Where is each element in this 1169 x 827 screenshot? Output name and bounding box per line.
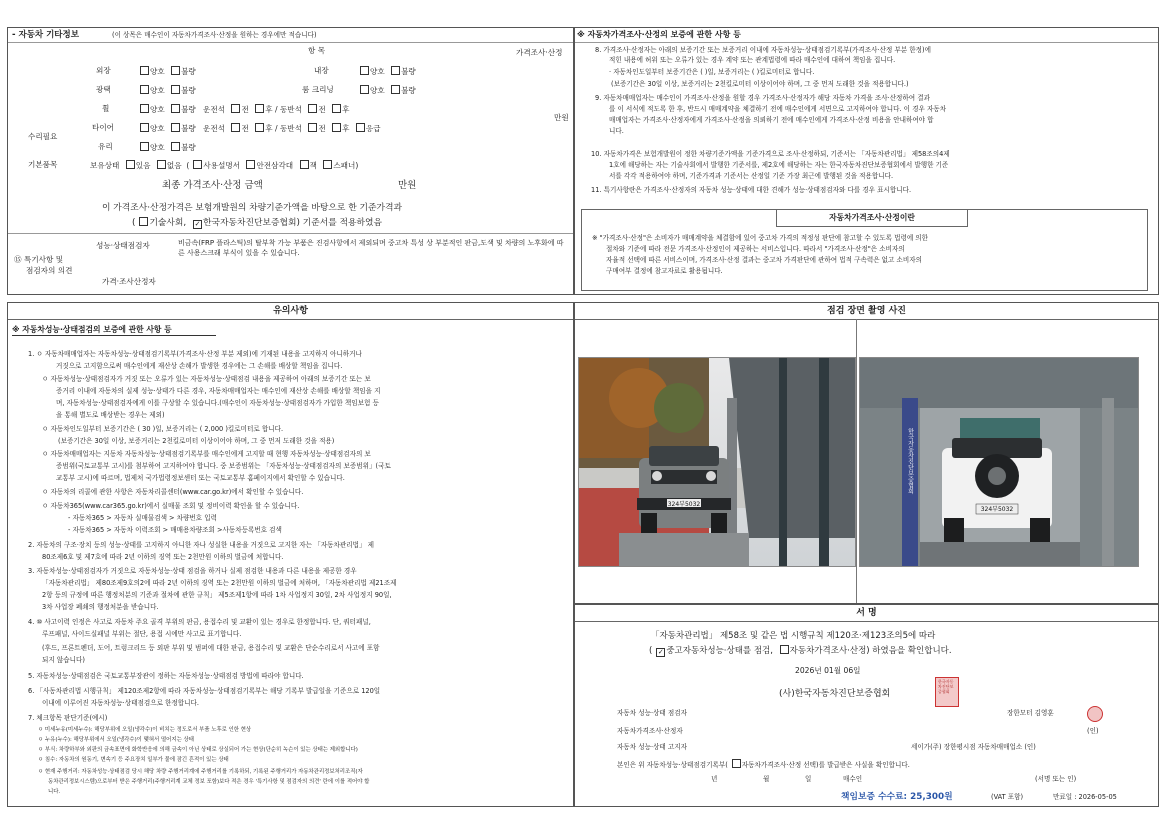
- item8-line-d: (보증기간은 30일 이상, 보증거리는 2천킬로미터 이상이어야 하며, 그 중 먼저 도래한 것을 적용합니다.): [611, 80, 909, 88]
- room-clean-label: 룸 크리닝: [302, 85, 334, 94]
- rear-inspection-photo: [859, 357, 1139, 567]
- note-line-11: 교통부 고시)에 따르며, 법제처 국가법령정보센터 또는 국토교통부 홈페이지에서 확인할 수 있습니다.: [56, 474, 345, 482]
- signature-header: 서 명: [575, 605, 1158, 622]
- note-line-22: 4. ⑩ 사고이력 인정은 사고로 자동차 주요 골격 부위의 판금, 용접수리 및 교환이 있는 경우로 한정합니다. 단, 쿼터패널,: [28, 618, 371, 626]
- association-name: (사)한국자동차진단보증협회: [779, 689, 891, 699]
- item8-line-c: · 자동차인도일부터 보증기간은 ( )일, 보증거리는 ( )킬로미터로 합니다.: [609, 68, 815, 76]
- jack-checkbox[interactable]: [300, 160, 309, 169]
- pricer-row-label: 자동차가격조사·산정자: [617, 727, 683, 735]
- inspector-row-value: 장한모터 김영훈: [1007, 709, 1054, 717]
- standard-line-1: 이 가격조사·산정가격은 보험개발원의 차량기준가액을 바탕으로 한 기준가격과: [102, 203, 403, 213]
- exterior-bad-checkbox[interactable]: [171, 66, 180, 75]
- wheel-passenger-rear-checkbox[interactable]: [332, 104, 341, 113]
- tire-passenger-front-checkbox[interactable]: [308, 123, 317, 132]
- item9-line-c: 매매업자는 가격조사·산정자에게 가격조사·산정을 의뢰하기 전에 매수인에게 가격조사·산정 비용을 안내하여야 합: [609, 116, 934, 124]
- room-clean-good-checkbox[interactable]: [360, 85, 369, 94]
- basic-items-label: 기본품목: [28, 160, 58, 169]
- note-line-15: - 자동차365 > 자동차 이력조회 > 매매용차량조회 >사동차등록번호 검색: [68, 526, 282, 534]
- item9-line-a: 9. 자동차매매업자는 매수인이 가격조사·산정을 원할 경우 가격조사·산정자가 해당 자동차 가격을 조사·산정하여 결과: [595, 94, 931, 102]
- note-line-6: 을 통해 별도로 배상받는 경우는 제외): [56, 411, 165, 419]
- tire-bad-checkbox[interactable]: [171, 123, 180, 132]
- note-line-24: (후드, 프론트펜더, 도어, 트렁크리드 등 외판 부위 및 범퍼에 대한 판금, 용접수리 및 교환은 단순수리로서 사고에 포함: [42, 644, 380, 652]
- note-line-34: ㅇ 현재 주행거리: 자동차성능·상태점검 당시 해당 차량 주행거리계에 주행거리를 기록하되, 기록된 주행거리가 자동차관리정보처리조직(자: [38, 769, 363, 775]
- expiry-date: 만료일 : 2026-05-05: [1053, 793, 1117, 801]
- other-info-note: (이 상목은 매수인이 자동차가격조사·산정을 원하는 경우에만 적습니다): [112, 31, 317, 39]
- tire-spare-checkbox[interactable]: [356, 123, 365, 132]
- interior-good-checkbox[interactable]: [360, 66, 369, 75]
- note-line-30: ㅇ 미세누유(미세누수): 해당부위에 오일(냉각수)이 비치는 정도로서 부품 노후로 인한 현상: [38, 727, 252, 733]
- item9-line-d: 니다.: [609, 127, 624, 135]
- item11-line: 11. 특기사항란은 가격조사·산정자의 자동차 성능·상태에 대한 견해가 성능·상태점검자와 다를 경우 표시합니다.: [591, 186, 912, 194]
- repair-won-unit: 만원: [554, 113, 569, 122]
- definition-line-b: 절차와 기준에 따라 전문 가격조사·산정인이 제공하는 서비스입니다. 따라서 "가격조사·산정"은 소비자의: [606, 245, 905, 253]
- tire-driver-rear-checkbox[interactable]: [255, 123, 264, 132]
- association-seal: 한국자동차진단보증협회: [935, 677, 959, 707]
- booth-text: 한국자동차진단보증협회: [906, 428, 914, 494]
- interior-bad-checkbox[interactable]: [391, 66, 400, 75]
- note-line-25: 되지 않습니다): [42, 656, 85, 664]
- final-price-unit: 만원: [398, 180, 417, 191]
- buyer-month: 월: [763, 775, 770, 783]
- exterior-label: 외장: [96, 66, 111, 75]
- notes-header: 유의사항: [8, 303, 573, 320]
- notifier-row-label: 자동차 성능·상태 고지자: [617, 743, 687, 751]
- used-car-inspection-checkbox[interactable]: [656, 648, 665, 657]
- gloss-good-checkbox[interactable]: [140, 85, 149, 94]
- manual-checkbox[interactable]: [193, 160, 202, 169]
- note-line-16: 2. 자동차의 구조·장치 등의 성능·상태를 고지하지 아니한 자나 성실한 내용을 거짓으로 고지한 자는 「자동차관리법」 제: [28, 541, 375, 549]
- standard-kaida-checkbox[interactable]: [193, 220, 202, 229]
- wheel-bad-checkbox[interactable]: [171, 104, 180, 113]
- note-line-20: 2항 등의 규정에 따른 행정처분의 기준과 절차에 관한 규칙」 제5조제1항에 따라 1차 사업정지 30일, 2차 사업정지 90일,: [42, 591, 392, 599]
- wheel-passenger-front-checkbox[interactable]: [308, 104, 317, 113]
- tire-label: 타이어: [92, 123, 115, 132]
- buyer-label: 매수인: [843, 775, 863, 783]
- note-line-26: 5. 자동차성능·상태점검은 국토교통부장관이 정하는 자동차성능·상태점검 방법에 따라야 합니다.: [28, 672, 304, 680]
- sign-date: 2026년 01월 06일: [795, 666, 861, 675]
- note-line-14: - 자동차365 > 자동차 실매물검색 > 차량번호 입력: [68, 514, 217, 522]
- note-line-12: ㅇ 자동차의 리콜에 관한 사항은 자동차리콜센터(www.car.go.kr)에서 확인할 수 있습니다.: [42, 488, 304, 496]
- gloss-label: 광택: [96, 85, 111, 94]
- note-line-2: 거짓으로 고지함으로써 매수인에게 재산상 손해가 발생한 경우에는 그 손해를 배상할 책임을 집니다.: [56, 362, 343, 370]
- note-line-9: ㅇ 자동차매매업자는 지동차 자동차성능·상태점검기록부를 매수인에게 고지할 때 현행 자동차성능·상태점검자의 보: [42, 450, 371, 458]
- fee-value: 25,300원: [910, 792, 953, 802]
- col-price: 가격조사·산정: [516, 48, 563, 57]
- item8-line-a: 8. 가격조사·산정자는 아래의 보증기간 또는 보증거리 이내에 자동차성능·상태점검기록부(가격조사·산정 부분 한정)에: [595, 46, 931, 54]
- price-guarantee-panel: [574, 27, 1159, 295]
- wheel-driver-rear-checkbox[interactable]: [255, 104, 264, 113]
- price-guarantee-title: ※ 자동차가격조사·산정의 보증에 관한 사항 등: [577, 30, 741, 39]
- price-survey-checkbox[interactable]: [780, 645, 789, 654]
- fee-label: 책임보증 수수료:: [841, 792, 908, 802]
- tire-good-checkbox[interactable]: [140, 123, 149, 132]
- front-plate-text: 324부5032: [667, 501, 701, 508]
- other-info-title: - 자동차 기타정보: [12, 30, 79, 40]
- front-inspection-photo: [578, 357, 856, 567]
- photos-panel: [574, 302, 1159, 604]
- tire-driver-front-checkbox[interactable]: [231, 123, 240, 132]
- item9-line-b: 를 이 서식에 적도록 한 후, 반드시 매매계약을 체결하기 전에 매수인에게 서면으로 고지하여야 합니다. 이 경우 자동차: [609, 105, 947, 113]
- note-line-23: 루프패널, 사이드실패널 부위는 절단, 용접 시에만 사고로 표기합니다.: [42, 630, 242, 638]
- wheel-driver-front-checkbox[interactable]: [231, 104, 240, 113]
- glass-label: 유리: [98, 142, 113, 151]
- definition-line-d: 구매여부 결정에 참고자료로 활용됩니다.: [606, 267, 723, 275]
- notifier-row-value: 세이가(주) 장한평시점 자동차매매업소 (인): [911, 743, 1036, 751]
- basic-none-checkbox[interactable]: [157, 160, 166, 169]
- photos-header: 점검 장면 촬영 사진: [575, 303, 1158, 320]
- item10-line-b: 1호에 해당하는 자는 기술사회에서 발행한 기준서를, 제2호에 해당하는 자는 한국자동차진단보증협회에서 발행한 기준: [609, 161, 949, 169]
- rear-plate-text: 324부5032: [980, 506, 1014, 513]
- special-label-1: ⑮ 특기사항 및: [14, 255, 64, 264]
- notes-subtitle: ※ 자동차성능·상태점검의 보증에 관한 사항 등: [12, 325, 172, 334]
- basic-have-checkbox[interactable]: [126, 160, 135, 169]
- note-line-5: 며, 자동차성능·상태점검자에게 이를 구상할 수 있습니다.(매수인이 자동차성능·상태점검자가 가입한 책임보험 등: [56, 399, 379, 407]
- other-info-panel: - 자동차 기타정보 (이 상목은 매수인이 자동차가격조사·산정을 원하는 경우에만 적습니다) 항 목 가격조사·산정 수리필요 외장 양호 불량 내장 양호 불량 광택 양호 불량 룸 크리닝 양호 불량 휠 양호 불량 운전석 전 후 / 동반석 전 후 타이어 양호 불량 운전석 전 후 / 동반석 전 후 응급 만원 유리 양호 불량 기본품목 보유상태 있음 없음 ( 사용설명서 안전삼각대 잭 스패너) 최종 가격조사·산정 금액 만원 이 가격조사·산정가격은 보험개발원의 차량기준가액을 바탕으로 한 기준가격과 ( 기술사회, ✓ 한국자동차진단보증협회) 기준서를 적용하였음 ⑮ 특기사항 및 점검자의 의견 성능·상태점검자 비금속(FRP 플라스틱)의 탈부착 가능 부품은 진검사항에서 제외되며 중고차 특성 상 부분적인 판금,도색 및 차량의 노후화에 따른 사용스크래 부식이 있을 수 있습니다. 가격·조사산정자: [7, 27, 574, 295]
- definition-line-c: 자율적 선택에 따른 서비스이며, 가격조사·산정 결과는 중고차 가격판단에 관하여 법적 구속력은 없고 소비자의: [606, 256, 922, 264]
- item8-line-b: 적힌 내용에 허위 또는 오류가 있는 경우 계약 또는 관계법령에 따라 매수인에 대하여 책임을 집니다.: [609, 56, 896, 64]
- tire-passenger-rear-checkbox[interactable]: [332, 123, 341, 132]
- final-price-label: 최종 가격조사·산정 금액: [162, 180, 263, 191]
- note-line-10: 증범위(국토교통부 고시)를 첨부하여 고지하여야 합니다. 중 보증범위는 「자동차성능·상태점검자의 보증범위」(국토: [56, 462, 391, 470]
- note-line-32: ㅇ 부식: 차량하부와 외판의 금속표면에 화학반응에 의해 금속이 아닌 상태로 상실되어 가는 현상(단순히 녹슨이 있는 상태는 제외합니다): [38, 747, 358, 753]
- col-item: 항 목: [308, 46, 326, 55]
- note-line-21: 3차 사업장 폐쇄의 행정처분을 받습니다.: [42, 603, 159, 611]
- note-line-7: ㅇ 자동차인도일부터 보증기간은 ( 30 )일, 보증거리는 ( 2,000 )킬로미터로 합니다.: [42, 425, 284, 433]
- note-line-29: 7. 체크항목 판단기준(예시): [28, 714, 108, 722]
- note-line-36: 니다.: [48, 789, 61, 795]
- item10-line-c: 서를 각각 적용하여야 하며, 기준가격과 기준서는 산정일 기준 가장 최근에 발행된 것을 적용합니다.: [609, 172, 894, 180]
- signature-panel: 서 명 「자동차관리법」 제58조 및 같은 법 시행규칙 제120조·제123조의5에 따라 (✓ 중고자동차성능·상태를 점검, 자동차가격조사·산정) 하였음을 확인합니다. 2026년 01월 06일 (사)한국자동차진단보증협회 한국자동차진단보증협회 자동차 성능·상태 점검자 장한모터 김영훈 자동차가격조사·산정자 (인) 자동차 성능·상태 고지자 세이가(주) 장한평시점 자동차매매업소 (인) 본인은 위 자동차성능·상태점검기록부( 자동차가격조사·산정 선택)를 발급받은 사실을 확인합니다. 년 월 일 매수인 (서명 또는 인) 책임보증 수수료: 25,300원 (VAT 포함) 만료일 : 2026-05-05: [574, 604, 1159, 807]
- note-line-35: 동차관리정보시스템)으로부터 받은 주행거리(주행거리계 교체 정보 포함)보다 적은 경우 '특기사항 및 점검자의 의견' 란에 이를 적어야 합: [48, 779, 370, 785]
- buyer-year: 년: [711, 775, 718, 783]
- note-line-19: 「자동차관리법」 제80조제9호의2에 따라 2년 이하의 징역 또는 2천만원 이하의 벌금에 처하며, 「자동차관리법 제21조제: [42, 579, 397, 587]
- wheel-good-checkbox[interactable]: [140, 104, 149, 113]
- receipt-text-b: 자동차가격조사·산정 선택)를 발급받은 사실을 확인합니다.: [741, 761, 910, 769]
- buyer-sign-label: (서명 또는 인): [1035, 775, 1077, 783]
- definition-box: [581, 209, 1148, 291]
- definition-title: 자동차가격조사·산정이란: [776, 209, 968, 227]
- pricer-row-value: (인): [1087, 727, 1099, 735]
- note-line-17: 80조제6호 및 제7호에 따라 2년 이하의 징역 또는 2천만원 이하의 벌금에 처합니다.: [42, 553, 284, 561]
- note-line-28: 이내에 이루어진 자동차성능·상태점검으로 한정합니다.: [42, 699, 199, 707]
- notes-panel: [7, 302, 574, 807]
- definition-line-a: ※ "가격조사·산정"은 소비자가 매매계약을 체결함에 있어 중고차 가격의 적정성 판단에 참고할 수 있도록 법령에 의한: [592, 234, 929, 242]
- triangle-checkbox[interactable]: [246, 160, 255, 169]
- note-line-4: 증거리 이내에 자동차의 실제 성능·상태가 다른 경우, 자동차매매업자는 매수인에 재산상 손해를 배상할 책임을 지: [56, 387, 381, 395]
- pricer-opinion-label: 가격·조사산정자: [102, 277, 156, 286]
- inspector-opinion-label: 성능·상태점검자: [96, 241, 150, 250]
- standard-techsociety-checkbox[interactable]: [139, 217, 148, 226]
- receipt-price-checkbox[interactable]: [732, 759, 741, 768]
- glass-good-checkbox[interactable]: [140, 142, 149, 151]
- note-line-1: 1. ㅇ 자동차매매업자는 자동차성능·상태점검기록부(가격조사·산정 부분 제외)에 기재된 내용을 고지하지 아니하거나: [28, 350, 362, 358]
- wheel-label: 휠: [102, 104, 110, 113]
- exterior-good-checkbox[interactable]: [140, 66, 149, 75]
- inspector-seal: [1087, 706, 1103, 722]
- inspector-opinion-text: 비금속(FRP 플라스틱)의 탈부착 가능 부품은 진검사항에서 제외되며 중고차 특성 상 부분적인 판금,도색 및 차량의 노후화에 따른 사용스크래 부식이 있을 수 있습니다.: [178, 239, 564, 257]
- law-line: 「자동차관리법」 제58조 및 같은 법 시행규칙 제120조·제123조의5에 따라: [651, 631, 936, 641]
- note-line-33: ㅇ 침수: 자동차의 원동기, 변속기 등 주요장치 일부가 물에 잠긴 흔적이 있는 상태: [38, 757, 229, 763]
- note-line-31: ㅇ 누유(누수): 해당부위에서 오일(냉각수)이 맺혀서 떨어지는 상태: [38, 737, 194, 743]
- item10-line-a: 10. 자동차가격은 보험개발원이 정한 차량기준가액을 기준가격으로 조사·산정하되, 기준서는 「자동차관리법」 제58조의4제: [591, 150, 950, 158]
- buyer-day: 일: [805, 775, 812, 783]
- inspector-row-label: 자동차 성능·상태 점검자: [617, 709, 687, 717]
- note-line-3: ㅇ 자동차성능·상태점검자가 거짓 또는 오류가 있는 자동차성능·상태점검 내용을 제공하여 아래의 보증기간 또는 보: [42, 375, 371, 383]
- interior-label: 내장: [314, 66, 329, 75]
- note-line-13: ㅇ 자동차365(www.car365.go.kr)에서 실매물 조회 및 정비이력 확인을 할 수 있습니다.: [42, 502, 300, 510]
- receipt-text-a: 본인은 위 자동차성능·상태점검기록부(: [617, 761, 728, 769]
- fee-vat: (VAT 포함): [991, 793, 1024, 801]
- special-label-2: 점검자의 의견: [26, 266, 73, 275]
- room-clean-bad-checkbox[interactable]: [391, 85, 400, 94]
- glass-bad-checkbox[interactable]: [171, 142, 180, 151]
- note-line-18: 3. 자동차성능·상태점검자가 거짓으로 자동차성능·상태 점검을 하거나 실제 점검한 내용과 다른 내용을 제공한 경우: [28, 567, 357, 575]
- spanner-checkbox[interactable]: [323, 160, 332, 169]
- repair-label: 수리필요: [28, 132, 58, 141]
- note-line-27: 6. 「사동차관리법 시행규칙」 제120조제2항에 따라 자동차성능·상태점검기록부는 해당 기록부 발급일을 기준으로 120일: [28, 687, 381, 695]
- note-line-8: (보증기간은 30일 이상, 보증거리는 2천킬로미터 이상이어야 하며, 그 중 먼저 도래한 것을 적용): [58, 437, 335, 445]
- gloss-bad-checkbox[interactable]: [171, 85, 180, 94]
